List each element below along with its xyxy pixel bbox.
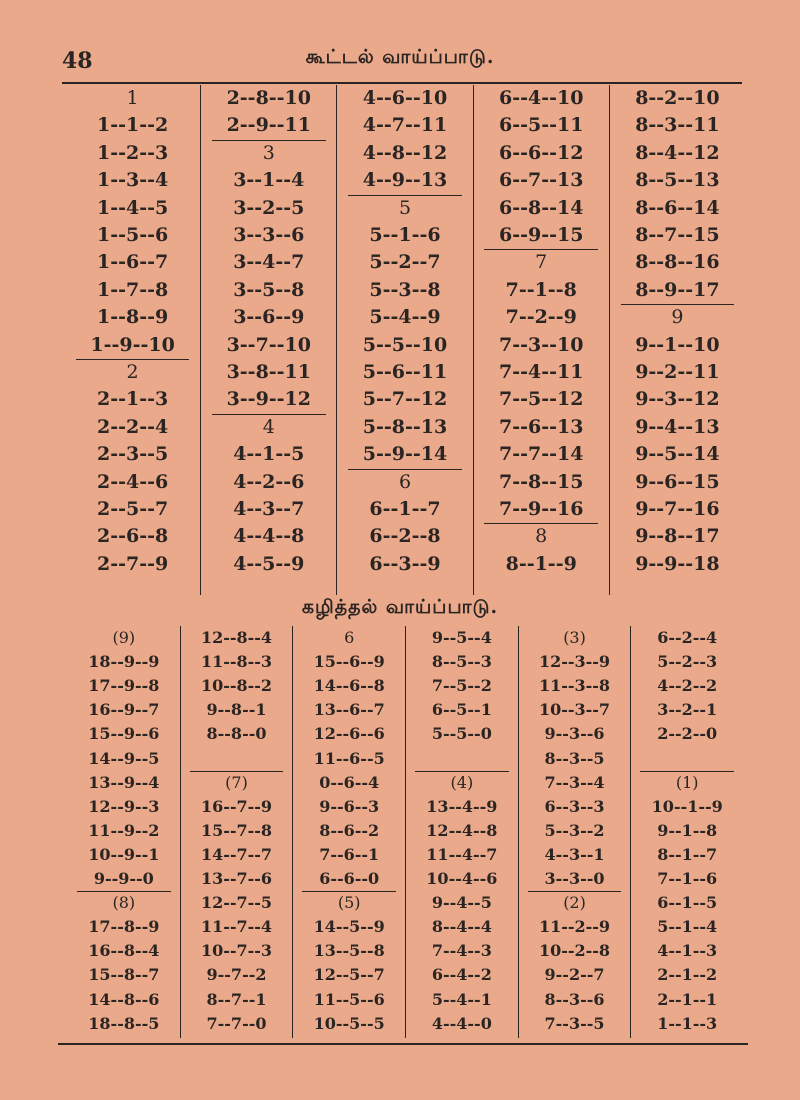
subtraction-fact: 7--1--6 (657, 869, 718, 888)
subtraction-fact: 8--5--3 (431, 652, 492, 672)
addition-fact: 6--4--10 (498, 87, 584, 109)
subtraction-fact: 4--1--3 (657, 941, 718, 961)
subtraction-fact: 13--9--4 (88, 772, 160, 792)
addition-group-header: 2 (126, 361, 139, 383)
addition-fact: 8--5--13 (635, 169, 720, 192)
subtraction-fact: 7--6--1 (319, 844, 380, 864)
subtraction-column (405, 626, 518, 1038)
addition-fact: 1--3--4 (96, 169, 169, 192)
subtraction-fact: 11--3--8 (538, 676, 611, 696)
subtraction-group-header: (2) (563, 893, 586, 913)
addition-fact: 7--4--11 (498, 361, 584, 383)
addition-fact: 7--3--10 (498, 333, 584, 356)
addition-fact: 7--2--9 (505, 306, 577, 329)
subtraction-fact: 11--6--5 (313, 748, 385, 768)
addition-fact: 9--3--12 (635, 388, 720, 411)
addition-fact: 3--5--8 (233, 278, 305, 301)
addition-fact: 6--8--14 (498, 196, 584, 219)
addition-fact: 9--8--17 (635, 525, 720, 548)
subtraction-fact: 7--5--2 (431, 676, 492, 696)
addition-fact: 2--5--7 (96, 498, 169, 520)
subtraction-fact (406, 747, 518, 771)
subtraction-fact: 3--3--0 (544, 869, 605, 888)
addition-group-header: 5 (398, 196, 412, 219)
addition-column (65, 85, 200, 595)
subtraction-fact: 9--7--2 (206, 965, 267, 985)
subtraction-fact: 10--9--1 (88, 844, 160, 864)
addition-fact: 4--6--10 (362, 87, 448, 109)
subtraction-fact: 9--9--0 (93, 869, 154, 888)
subtraction-fact: 10--7--3 (200, 941, 273, 961)
group-separator-line (484, 523, 598, 524)
addition-fact: 6--5--11 (498, 114, 584, 137)
subtraction-fact: 10--5--5 (313, 1013, 385, 1033)
addition-fact: 3--4--7 (233, 251, 305, 274)
addition-fact: 7--5--12 (498, 388, 584, 411)
subtraction-fact: 4--4--0 (431, 1013, 492, 1033)
subtraction-fact: 6--5--1 (431, 700, 492, 720)
subtraction-fact: 16--7--9 (200, 796, 273, 816)
subtraction-fact: 12--7--5 (200, 893, 273, 913)
subtraction-fact: 17--9--8 (88, 676, 160, 696)
addition-fact: 4--7--11 (362, 114, 448, 137)
addition-fact: 8--6--14 (635, 196, 720, 219)
addition-fact: 9--6--15 (635, 470, 720, 493)
addition-fact: 2--6--8 (96, 525, 169, 548)
subtraction-fact: 2--1--1 (657, 989, 718, 1009)
addition-fact: 9--7--16 (635, 498, 720, 520)
subtraction-fact: 17--8--9 (88, 917, 160, 937)
subtraction-fact: 6--6--0 (319, 869, 380, 888)
addition-fact: 9--2--11 (635, 361, 720, 383)
subtraction-group-header: (7) (225, 772, 248, 792)
addition-fact: 2--8--10 (226, 87, 312, 109)
addition-fact: 6--6--12 (498, 141, 584, 164)
group-separator-line (640, 771, 734, 772)
subtraction-fact: 15--7--8 (200, 820, 273, 840)
addition-fact: 8--7--15 (635, 224, 720, 246)
subtraction-group-header: (4) (450, 772, 474, 792)
addition-fact: 1--9--10 (90, 333, 175, 356)
addition-group-header: 8 (535, 525, 548, 548)
subtraction-fact: 8--8--0 (206, 724, 267, 744)
subtraction-fact: 11--5--6 (313, 989, 385, 1009)
addition-fact: 9--4--13 (635, 415, 720, 438)
subtraction-fact: 13--4--9 (426, 796, 498, 816)
group-separator-line (212, 414, 326, 415)
subtraction-fact: 8--7--1 (206, 989, 267, 1009)
addition-fact: 4--2--6 (233, 470, 305, 493)
addition-fact: 8--9--17 (635, 278, 720, 301)
group-separator-line (190, 771, 284, 772)
group-separator-line (348, 469, 462, 470)
addition-fact: 8--8--16 (635, 251, 720, 274)
subtraction-fact: 12--8--4 (200, 628, 273, 647)
subtraction-fact: 14--5--9 (313, 917, 385, 937)
subtraction-fact: 10--2--8 (538, 941, 611, 961)
addition-group-header: 6 (398, 470, 412, 493)
addition-table (65, 85, 745, 595)
subtraction-fact: 4--3--1 (544, 844, 605, 864)
subtraction-fact: 9--6--3 (319, 796, 380, 816)
group-separator-line (484, 249, 598, 250)
subtraction-fact: 8--4--4 (431, 917, 492, 937)
addition-fact: 4--8--12 (362, 141, 448, 164)
subtraction-table (68, 626, 743, 1038)
subtraction-fact: 11--9--2 (88, 820, 160, 840)
subtraction-fact: 13--5--8 (313, 941, 385, 961)
addition-fact: 9--9--18 (635, 552, 720, 575)
addition-fact: 9--1--10 (635, 333, 720, 356)
subtraction-fact: 9--8--1 (206, 700, 267, 720)
subtraction-group-header: (8) (112, 893, 136, 913)
subtraction-fact: 4--2--2 (657, 676, 718, 696)
subtraction-column (180, 626, 293, 1038)
subtraction-fact: 8--3--5 (544, 748, 605, 768)
group-separator-line (212, 140, 326, 141)
addition-fact: 5--8--13 (362, 415, 448, 438)
title-rule (62, 82, 742, 84)
addition-column (200, 85, 336, 595)
addition-group-header: 9 (671, 306, 684, 329)
subtraction-fact: 7--3--5 (544, 1013, 605, 1033)
subtraction-group-header: 6 (344, 628, 355, 647)
addition-group-header: 7 (535, 251, 548, 274)
subtraction-fact: 6--2--4 (657, 628, 718, 647)
addition-fact: 6--1--7 (369, 498, 441, 520)
addition-fact: 5--1--6 (369, 224, 441, 246)
subtraction-fact: 18--9--9 (88, 652, 160, 672)
addition-fact: 7--8--15 (498, 470, 584, 493)
addition-fact: 8--3--11 (635, 114, 720, 137)
subtraction-fact: 14--8--6 (88, 989, 160, 1009)
addition-fact: 3--7--10 (226, 333, 312, 356)
addition-column (609, 85, 745, 595)
subtraction-fact: 10--1--9 (651, 796, 723, 816)
subtraction-fact: 14--9--5 (88, 748, 160, 768)
group-separator-line (302, 891, 396, 892)
addition-group-header: 3 (262, 141, 275, 164)
addition-fact: 3--6--9 (233, 306, 305, 329)
subtraction-group-header: (5) (337, 893, 361, 913)
page-number: 48 (62, 48, 93, 74)
addition-fact: 5--5--10 (362, 333, 448, 356)
subtraction-fact: 9--3--6 (544, 724, 605, 744)
addition-fact: 3--1--4 (233, 169, 305, 192)
subtraction-fact: 10--3--7 (538, 700, 611, 720)
subtraction-fact: 12--5--7 (313, 965, 385, 985)
addition-fact: 7--9--16 (498, 498, 584, 520)
subtraction-fact: 0--6--4 (319, 772, 380, 792)
addition-fact: 1--4--5 (96, 196, 169, 219)
subtraction-fact: 11--2--9 (538, 917, 611, 937)
subtraction-group-header: (3) (563, 628, 586, 647)
subtraction-fact: 2--2--0 (657, 724, 718, 744)
addition-fact: 8--1--9 (505, 552, 577, 575)
addition-fact: 7--1--8 (505, 278, 577, 301)
addition-fact: 5--2--7 (369, 251, 441, 274)
addition-group-header: 4 (262, 415, 275, 438)
subtraction-fact: 9--5--4 (431, 628, 492, 647)
addition-fact: 7--6--13 (498, 415, 584, 438)
subtraction-fact: 15--6--9 (313, 652, 385, 672)
addition-fact: 4--5--9 (233, 552, 305, 575)
addition-fact: 2--7--9 (96, 552, 169, 575)
addition-fact: 3--2--5 (233, 196, 305, 219)
addition-fact: 3--8--11 (226, 361, 312, 383)
addition-fact: 2--3--5 (96, 443, 169, 466)
group-separator-line (415, 771, 509, 772)
subtraction-fact: 5--2--3 (657, 652, 718, 672)
subtraction-fact: 7--7--0 (206, 1013, 267, 1033)
subtraction-fact: 6--3--3 (544, 796, 605, 816)
addition-fact: 1--6--7 (96, 251, 169, 274)
subtraction-fact: 8--6--2 (319, 820, 380, 840)
subtraction-group-header: (9) (112, 628, 136, 647)
subtraction-fact: 10--8--2 (200, 676, 273, 696)
subtraction-group-header: (1) (675, 772, 699, 792)
addition-fact: 6--7--13 (498, 169, 584, 192)
addition-fact: 1--5--6 (96, 224, 169, 246)
addition-fact: 3--9--12 (226, 388, 312, 411)
subtraction-column (630, 626, 743, 1038)
subtraction-fact: 13--7--6 (200, 869, 273, 888)
addition-group-header: 1 (126, 87, 139, 109)
subtraction-fact: 6--4--2 (431, 965, 492, 985)
subtraction-fact: 18--8--5 (88, 1013, 160, 1033)
subtraction-fact: 9--4--5 (431, 893, 492, 913)
addition-fact: 1--7--8 (96, 278, 169, 301)
subtraction-fact: 11--4--7 (426, 844, 498, 864)
subtraction-fact: 14--7--7 (200, 844, 273, 864)
subtraction-fact: 12--9--3 (88, 796, 160, 816)
group-separator-line (348, 195, 462, 196)
subtraction-column (68, 626, 180, 1038)
addition-fact: 5--7--12 (362, 388, 448, 411)
addition-fact: 5--3--8 (369, 278, 441, 301)
addition-fact: 1--8--9 (96, 306, 169, 329)
subtraction-column (518, 626, 631, 1038)
addition-fact: 5--9--14 (362, 443, 448, 466)
subtraction-fact: 7--4--3 (431, 941, 492, 961)
subtraction-fact: 15--9--6 (88, 724, 160, 744)
addition-fact: 6--9--15 (498, 224, 584, 246)
subtraction-fact: 16--9--7 (88, 700, 160, 720)
addition-fact: 2--2--4 (96, 415, 169, 438)
addition-fact: 4--1--5 (233, 443, 305, 466)
subtraction-fact: 7--3--4 (544, 772, 605, 792)
subtraction-fact (631, 747, 743, 771)
addition-fact: 7--7--14 (498, 443, 584, 466)
addition-fact: 6--3--9 (369, 552, 441, 575)
addition-fact: 4--9--13 (362, 169, 448, 192)
subtraction-fact: 16--8--4 (88, 941, 160, 961)
addition-fact: 9--5--14 (635, 443, 720, 466)
addition-fact: 4--3--7 (233, 498, 305, 520)
addition-fact: 5--4--9 (369, 306, 441, 329)
group-separator-line (77, 891, 171, 892)
subtraction-fact: 5--3--2 (544, 820, 605, 840)
subtraction-fact: 11--8--3 (200, 652, 273, 672)
addition-fact: 1--2--3 (96, 141, 169, 164)
addition-fact: 8--2--10 (635, 87, 720, 109)
subtraction-fact: 12--3--9 (538, 652, 611, 672)
subtraction-fact: 12--6--6 (313, 724, 385, 744)
addition-fact: 2--1--3 (96, 388, 169, 411)
subtraction-fact: 15--8--7 (88, 965, 160, 985)
addition-column (473, 85, 609, 595)
subtraction-fact: 14--6--8 (313, 676, 385, 696)
subtraction-table-title: கழித்தல் வாய்ப்பாடு. (301, 596, 499, 618)
subtraction-fact: 8--1--7 (657, 844, 718, 864)
addition-fact: 6--2--8 (369, 525, 441, 548)
subtraction-fact: 2--1--2 (657, 965, 718, 985)
subtraction-fact: 9--2--7 (544, 965, 605, 985)
subtraction-fact: 10--4--6 (426, 869, 498, 888)
subtraction-fact: 12--4--8 (426, 820, 498, 840)
addition-fact: 2--4--6 (96, 470, 169, 493)
addition-fact: 8--4--12 (635, 141, 720, 164)
subtraction-fact: 11--7--4 (200, 917, 273, 937)
subtraction-fact: 5--1--4 (657, 917, 718, 937)
subtraction-fact: 13--6--7 (313, 700, 385, 720)
subtraction-fact: 5--4--1 (431, 989, 492, 1009)
addition-table-title: கூட்டல் வாய்ப்பாடு. (305, 46, 495, 68)
subtraction-fact: 5--5--0 (431, 724, 492, 744)
subtraction-fact: 3--2--1 (657, 700, 718, 720)
addition-fact: 2--9--11 (226, 114, 312, 137)
subtraction-column (292, 626, 405, 1038)
subtraction-fact: 9--1--8 (657, 820, 718, 840)
addition-fact: 3--3--6 (233, 224, 305, 246)
bottom-rule (58, 1043, 748, 1045)
group-separator-line (76, 359, 190, 360)
subtraction-fact: 6--1--5 (657, 893, 718, 913)
addition-fact: 5--6--11 (362, 361, 448, 383)
addition-column (336, 85, 472, 595)
subtraction-fact (181, 747, 293, 771)
subtraction-fact: 1--1--3 (657, 1013, 718, 1033)
addition-fact: 1--1--2 (96, 114, 169, 137)
group-separator-line (528, 891, 622, 892)
addition-fact: 4--4--8 (233, 525, 305, 548)
group-separator-line (621, 304, 735, 305)
subtraction-fact: 8--3--6 (544, 989, 605, 1009)
